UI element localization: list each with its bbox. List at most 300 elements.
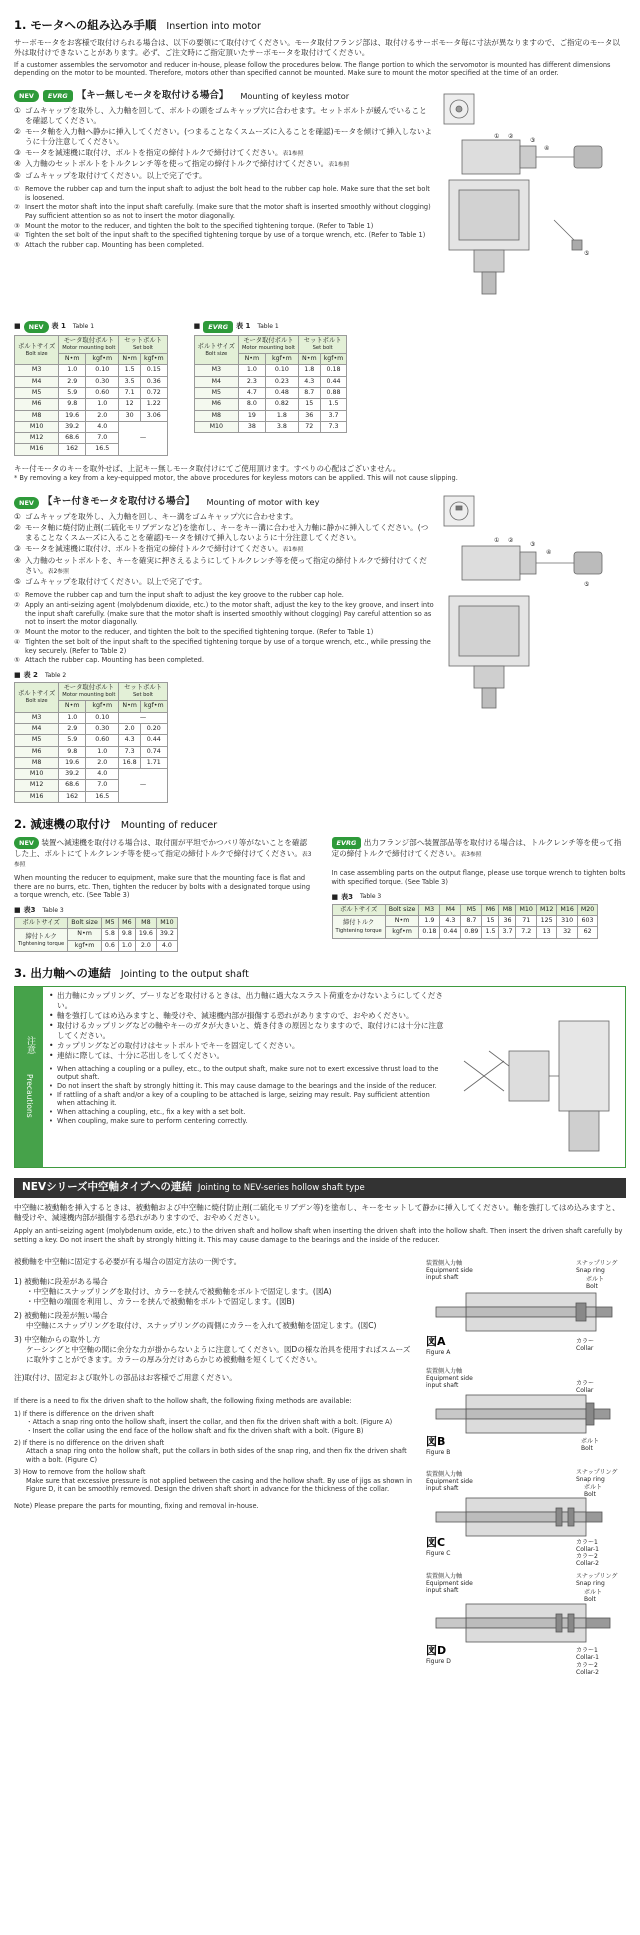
size-header: M5 <box>461 904 482 915</box>
step-item <box>14 591 434 600</box>
unit-header: N•m <box>119 701 141 712</box>
header-set-bolt: セットボルト Set bolt <box>119 683 167 701</box>
step-item <box>14 203 434 220</box>
unit-header: N•m <box>299 354 321 365</box>
fig-num-2: ② <box>508 537 514 545</box>
svg-text:スナップリング: スナップリング <box>576 1573 618 1581</box>
svg-text:Equipment side: Equipment side <box>426 1374 473 1382</box>
value-cell: 68.6 <box>59 433 86 444</box>
svg-text:装置側入力軸: 装置側入力軸 <box>426 1259 463 1267</box>
unit-cell: N•m <box>385 916 419 927</box>
value-cell: 4.0 <box>86 421 119 432</box>
step-item <box>14 577 434 587</box>
value-cell: 8.7 <box>461 916 482 927</box>
value-cell: 0.30 <box>86 723 119 734</box>
step-item <box>14 656 434 665</box>
value-cell: 12 <box>119 399 141 410</box>
svg-text:Collar-2: Collar-2 <box>576 1559 599 1567</box>
value-cell: 3.8 <box>265 421 298 432</box>
value-cell: 7.3 <box>320 421 347 432</box>
table-row <box>194 421 347 432</box>
keyed-steps-en <box>14 591 434 665</box>
svg-text:input shaft: input shaft <box>426 1381 459 1389</box>
value-cell: 7.3 <box>119 746 141 757</box>
hollow-shaft-banner: NEVシリーズ中空軸タイプへの連結 Jointing to NEV-series hollow shaft type <box>14 1178 626 1198</box>
table-row <box>194 365 347 376</box>
svg-text:input shaft: input shaft <box>426 1484 459 1492</box>
step-number: ② <box>14 601 20 609</box>
value-cell: 162 <box>59 444 86 455</box>
bolt-size-cell: M8 <box>15 757 59 768</box>
svg-text:図B: 図B <box>426 1434 446 1448</box>
step-item <box>14 127 434 147</box>
method1-b: ・中空軸の端面を利用し、カラーを挟んで被動軸をボルトで固定します。(図B) <box>26 1296 295 1306</box>
value-cell: 1.8 <box>265 410 298 421</box>
hollow-shaft-jp: 中空軸に被動軸を挿入するときは、被動軸および中空軸に焼付防止剤(二硫化モリブデン等)を塗布し、キーをセットして静かに挿入してください。軸を強打してはめ込みますと、軸受けや、減速機内部が損傷する恐れがありますので、おやめください。 <box>14 1203 620 1223</box>
value-cell: 4.0 <box>156 940 177 951</box>
value-cell: 7.0 <box>86 433 119 444</box>
value-cell: 5.9 <box>59 387 86 398</box>
size-header: M16 <box>557 904 577 915</box>
keyless-steps-en <box>14 185 434 250</box>
precaution-item: • If rattling of a shaft and/or a key of a coupling to be attached is large, seizing may result. Pay sufficient attention when attaching it. <box>49 1090 430 1108</box>
section2-title: 2. 減速機の取付け Mounting of reducer <box>14 816 218 831</box>
svg-text:Bolt: Bolt <box>581 1444 593 1452</box>
unit-header: kgf•m <box>140 701 167 712</box>
bolt-size-cell: M16 <box>15 444 59 455</box>
keyless-motor-figure <box>434 80 624 313</box>
keyed-steps-jp <box>14 512 434 587</box>
value-cell: 8.0 <box>238 399 265 410</box>
fig-num-4: ④ <box>546 549 552 557</box>
nev-badge: NEV <box>14 497 39 509</box>
value-cell: 2.0 <box>119 723 141 734</box>
section1-title: 1. モータへの組み込み手順 Insertion into motor <box>14 18 261 32</box>
unit-header: N•m <box>119 354 141 365</box>
value-cell: 0.44 <box>140 735 167 746</box>
header-motor-bolt: モータ取付ボルト Motor mounting bolt <box>59 683 119 701</box>
value-cell: 0.30 <box>86 376 119 387</box>
value-cell: 4.0 <box>86 769 119 780</box>
precaution-item: • 軸を強打してはめ込みますと、軸受けや、減速機内部が損傷する恐れがありますので、おやめください。 <box>49 1010 414 1020</box>
value-cell: 62 <box>577 927 597 938</box>
section2-evrg-en: In case assembling parts on the output flange, please use torque wrench to tighten bolts with specified torque. (See Table 3) <box>331 869 626 886</box>
size-header: M8 <box>135 918 156 929</box>
svg-text:スナップリング: スナップリング <box>576 1259 618 1267</box>
value-cell: 0.72 <box>140 387 167 398</box>
value-cell: 2.0 <box>86 410 119 421</box>
value-cell: 0.44 <box>320 376 347 387</box>
value-cell: 36 <box>499 916 516 927</box>
fig-num-3: ③ <box>530 136 536 144</box>
table1-evrg-caption: ■ EVRG 表 1 Table 1 <box>193 322 279 331</box>
key-note-en: * By removing a key from a key-equipped motor, the above procedures for keyless motors can be applied. This will not cause slipping. <box>14 473 458 482</box>
value-cell: 5.8 <box>101 929 118 940</box>
value-cell: 30 <box>119 410 141 421</box>
value-cell: 1.0 <box>59 712 86 723</box>
size-header: M4 <box>440 904 461 915</box>
step-text: モータを減速機に取付け、ボルトを指定の締付トルクで締付けてください。表1参照 <box>25 543 304 553</box>
table1-nev <box>14 335 168 456</box>
header-set-bolt: セットボルト Set bolt <box>299 335 347 353</box>
bolt-size-cell: M4 <box>15 723 59 734</box>
value-cell: 19.6 <box>59 410 86 421</box>
value-cell: 3.06 <box>140 410 167 421</box>
value-cell: 1.0 <box>118 940 135 951</box>
value-cell: 2.9 <box>59 376 86 387</box>
value-cell: 9.8 <box>118 929 135 940</box>
precautions-en <box>49 1065 449 1126</box>
en-method1-title: 1) If there is difference on the driven shaft <box>14 1409 154 1418</box>
note-jp: 注)取付け、固定および取外しの部品はお客様でご用意ください。 <box>14 1372 237 1382</box>
bolt-size-cell: M3 <box>15 712 59 723</box>
value-cell: 603 <box>577 916 597 927</box>
step-number: ⑤ <box>14 241 20 250</box>
figure-b <box>426 1365 626 1465</box>
bolt-size-cell: M3 <box>15 365 59 376</box>
value-cell: 39.2 <box>59 421 86 432</box>
value-cell: 0.89 <box>461 927 482 938</box>
table-row <box>15 929 178 940</box>
step-number: ② <box>14 522 21 532</box>
evrg-badge: EVRG <box>43 90 73 102</box>
size-header: M10 <box>516 904 536 915</box>
header-motor-bolt: モータ取付ボルト Motor mounting bolt <box>238 335 298 353</box>
step-text: Mount the motor to the reducer, and tighten the bolt to the specified tightening torque. (Refer to Table 1) <box>25 628 374 637</box>
value-cell: 1.0 <box>59 365 86 376</box>
step-text: Attach the rubber cap. Mounting has been completed. <box>25 656 204 665</box>
step-item <box>14 222 434 231</box>
value-cell: 0.10 <box>86 712 119 723</box>
step-item <box>14 171 434 181</box>
step-text: 入力軸のセットボルトを、キーを確実に押さえるようにしてトルクレンチ等を使って指定の締付トルクで締付けてください。表2参照 <box>25 555 427 575</box>
dash-cell: — <box>119 421 167 455</box>
step-item <box>14 556 434 577</box>
keyed-motor-figure <box>434 486 624 803</box>
value-cell: 39.2 <box>156 929 177 940</box>
bolt-size-cell: M4 <box>194 376 238 387</box>
step-number: ② <box>14 126 21 136</box>
value-cell: 38 <box>238 421 265 432</box>
size-header: M8 <box>499 904 516 915</box>
value-cell: 0.48 <box>265 387 298 398</box>
svg-text:Collar: Collar <box>576 1344 594 1352</box>
unit-header: N•m <box>59 354 86 365</box>
svg-text:図C: 図C <box>426 1535 446 1549</box>
value-cell: 4.3 <box>119 735 141 746</box>
value-cell: 1.5 <box>482 927 499 938</box>
keyed-motor-drawing <box>434 486 624 716</box>
step-text: Remove the rubber cap and turn the input shaft to adjust the bolt head to the rubber cap hole. Make sure that the set bolt is loosened. <box>25 184 430 202</box>
value-cell: 16.5 <box>86 444 119 455</box>
torque-label: 締付トルク Tightening torque <box>15 929 68 952</box>
table-row <box>15 365 168 376</box>
section2-nev-en: When mounting the reducer to equipment, make sure that the mounting face is flat and there are no burrs, etc. Then, tighten the reducer by bolts with a designated torque using a torque wrench, etc. (See Table 3) <box>14 873 311 900</box>
unit-header: N•m <box>59 701 86 712</box>
step-number: ⑤ <box>14 656 20 665</box>
value-cell: 39.2 <box>59 769 86 780</box>
method2-title: 2) 被動軸に段差が無い場合 <box>14 1310 108 1320</box>
key-note-jp: キー付モータのキーを取外せば、上記キー無しモータ取付けにてご使用頂けます。すべりの心配はございません。 <box>14 463 401 473</box>
svg-text:カラー: カラー <box>576 1379 595 1387</box>
precaution-item: • When coupling, make sure to perform centering correctly. <box>49 1116 248 1125</box>
method1-a: ・中空軸にスナップリングを取付け、カラーを挟んで被動軸をボルトで固定します。(図A) <box>26 1286 332 1296</box>
dash-cell: — <box>119 769 167 803</box>
step-number: ④ <box>14 555 21 565</box>
table2-caption: ■ 表 2 Table 2 <box>14 670 67 679</box>
svg-text:装置側入力軸: 装置側入力軸 <box>426 1367 463 1375</box>
header-motor-bolt: モータ取付ボルト Motor mounting bolt <box>59 335 119 353</box>
step-item <box>14 159 434 170</box>
dash-cell: — <box>119 712 167 723</box>
method3-title: 3) 中空軸からの取外し方 <box>14 1334 101 1344</box>
value-cell: 1.9 <box>419 916 440 927</box>
value-cell: 13 <box>536 927 556 938</box>
value-cell: 1.0 <box>86 399 119 410</box>
bolt-size-cell: M8 <box>194 410 238 421</box>
svg-text:ボルト: ボルト <box>586 1275 605 1283</box>
value-cell: 19.6 <box>135 929 156 940</box>
value-cell: 2.9 <box>59 723 86 734</box>
svg-text:Collar-1: Collar-1 <box>576 1654 599 1662</box>
method2-a: 中空軸にスナップリングを取付け、スナップリングの両側にカラーを入れて被動軸を固定します。(図C) <box>26 1320 377 1330</box>
table1-evrg <box>194 335 348 433</box>
step-number: ③ <box>14 221 20 230</box>
motor-assembly-drawing <box>434 80 624 310</box>
fig-num-2: ② <box>508 132 514 140</box>
torque-label: 締付トルク Tightening torque <box>332 916 385 939</box>
keyed-title: NEV 【キー付きモータを取付ける場合】 Mounting of motor with key <box>14 496 434 509</box>
table-row <box>194 376 347 387</box>
value-cell: 68.6 <box>59 780 86 791</box>
value-cell: 16.8 <box>119 757 141 768</box>
svg-text:Collar: Collar <box>576 1386 594 1394</box>
coupling-drawing <box>449 991 619 1161</box>
value-cell: 15 <box>482 916 499 927</box>
unit-header: kgf•m <box>86 354 119 365</box>
size-header: M5 <box>101 918 118 929</box>
precaution-item: • When attaching a coupling, etc., fix a key with a set bolt. <box>49 1108 246 1117</box>
precautions-jp <box>49 991 449 1061</box>
value-cell: 1.5 <box>320 399 347 410</box>
table-row <box>15 757 168 768</box>
value-cell: 72 <box>299 421 321 432</box>
header-bolt-size: ボルトサイズ Bolt size <box>194 335 238 364</box>
bolt-size-cell: M12 <box>15 433 59 444</box>
value-cell: 0.10 <box>86 365 119 376</box>
svg-text:Figure A: Figure A <box>426 1348 451 1356</box>
step-text: Tighten the set bolt of the input shaft to the specified tightening torque by use of a torque wrench, etc., while pressing the key securely. (Refer to Table 2) <box>25 637 431 655</box>
table1-nev-caption: ■ NEV 表 1 Table 1 <box>14 322 95 331</box>
unit-header: kgf•m <box>265 354 298 365</box>
section1-intro-jp: サーボモータをお客様で取付けられる場合は、以下の要領にて取付けてください。モータ取付フランジ部は、取付けるサーボモータ毎に寸法が異なりますので、ご指定のモータ以外は取付けできないことがあります。必ず、ご注文時にご指定頂いたサーボモータを取付けてください。 <box>14 37 620 57</box>
precautions-side: 注意 Precautions <box>15 987 43 1168</box>
table-row <box>15 387 168 398</box>
step-text: Remove the rubber cap and turn the input shaft to adjust the key groove to the rubber cap hole. <box>25 591 344 600</box>
value-cell: 1.0 <box>86 746 119 757</box>
header-set-bolt: セットボルト Set bolt <box>119 335 167 353</box>
table-row <box>15 712 168 723</box>
svg-text:カラー2: カラー2 <box>576 1662 598 1670</box>
step-number: ① <box>14 184 20 193</box>
value-cell: 0.60 <box>86 735 119 746</box>
step-text: 入力軸のセットボルトをトルクレンチ等を使って指定の締付トルクで締付けてください。表1参照 <box>25 159 350 169</box>
fig-num-5: ⑤ <box>584 581 590 589</box>
table3-evrg <box>332 904 599 939</box>
svg-text:Snap ring: Snap ring <box>576 1580 605 1588</box>
precaution-item: • When attaching a coupling or a pulley, etc., to the output shaft, make sure not to exert excessive thrust load to the output shaft. <box>49 1064 439 1082</box>
value-cell: 7.2 <box>516 927 536 938</box>
step-text: Apply an anti-seizing agent (molybdenum dioxide, etc.) to the motor shaft, adjust the key to the key groove, and insert into the input shaft carefully. (make sure that the motor shaft is inserted smoothly without clogging) Pay careful attention so as not to insert the motor diagonally. <box>25 601 434 627</box>
step-number: ⑤ <box>14 577 21 587</box>
table3-nev-caption: ■ 表3 Table 3 <box>14 905 64 914</box>
step-item <box>14 231 434 240</box>
table-row <box>15 376 168 387</box>
bolt-size-cell: M12 <box>15 780 59 791</box>
value-cell: 0.15 <box>140 365 167 376</box>
section3-title: 3. 出力軸への連結 Jointing to the output shaft <box>14 966 249 981</box>
step-number: ③ <box>14 147 21 157</box>
svg-text:Figure C: Figure C <box>426 1549 451 1557</box>
value-cell: 3.5 <box>119 376 141 387</box>
svg-text:図D: 図D <box>426 1644 447 1658</box>
table-row <box>15 410 168 421</box>
svg-text:Figure B: Figure B <box>426 1448 451 1456</box>
value-cell: 7.0 <box>86 780 119 791</box>
nev-badge: NEV <box>14 90 39 102</box>
table-row <box>194 410 347 421</box>
svg-text:装置側入力軸: 装置側入力軸 <box>426 1573 463 1581</box>
value-cell: 0.44 <box>440 927 461 938</box>
value-cell: 0.88 <box>320 387 347 398</box>
step-number: ① <box>14 511 21 521</box>
svg-text:ボルト: ボルト <box>584 1589 603 1597</box>
value-cell: 0.18 <box>419 927 440 938</box>
precaution-item: • 連結に際しては、十分に芯出しをしてください。 <box>49 1050 225 1060</box>
note-en: Note) Please prepare the parts for mounting, fixing and removal in-house. <box>14 1501 259 1510</box>
hollow-shaft-figures <box>426 1257 626 1684</box>
unit-cell: kgf•m <box>68 940 102 951</box>
method3-a: ケーシングと中空軸の間に余分な力が掛からないように注意してください。図Dの様な治具を使用すればスムーズに取外すことができます。カラーの厚み分だけあらかじめ被動軸を短くしてください。 <box>26 1344 411 1364</box>
unit-cell: kgf•m <box>385 927 419 938</box>
svg-text:カラー1: カラー1 <box>576 1647 598 1655</box>
svg-text:装置側入力軸: 装置側入力軸 <box>426 1470 463 1478</box>
precaution-item: • Do not insert the shaft by strongly hitting it. This may cause damage to the bearings and the inside of the reducer. <box>49 1082 437 1091</box>
unit-header: kgf•m <box>320 354 347 365</box>
table-row <box>15 735 168 746</box>
svg-text:ボルト: ボルト <box>581 1437 600 1445</box>
svg-text:ボルト: ボルト <box>584 1483 603 1491</box>
value-cell: 8.7 <box>299 387 321 398</box>
precaution-item: • 取付けるカップリングなどの軸やキーのガタが大きいと、焼き付きの原因となりますので、取付けには十分に注意してください。 <box>49 1020 444 1040</box>
bolt-size-cell: M5 <box>194 387 238 398</box>
header-bolt-size-en: Bolt size <box>68 918 102 929</box>
fig-num-4: ④ <box>544 144 550 152</box>
value-cell: 15 <box>299 399 321 410</box>
table-row <box>194 399 347 410</box>
step-number: ⑤ <box>14 170 21 180</box>
en-method2-a: Attach a snap ring onto the hollow shaft, put the collars in both sides of the snap ring, and then fix the driven shaft with a bolt. (Figure C) <box>26 1447 407 1465</box>
value-cell: 5.9 <box>59 735 86 746</box>
bolt-size-cell: M4 <box>15 376 59 387</box>
value-cell: 1.22 <box>140 399 167 410</box>
header-bolt-size: ボルトサイズ <box>15 918 68 929</box>
value-cell: 0.36 <box>140 376 167 387</box>
size-header: M6 <box>482 904 499 915</box>
bolt-size-cell: M16 <box>15 791 59 802</box>
size-header: M3 <box>419 904 440 915</box>
value-cell: 162 <box>59 791 86 802</box>
value-cell: 32 <box>557 927 577 938</box>
step-text: モータ軸に焼付防止剤(二硫化モリブデンなど)を塗布し、キーをキー溝に合わせ入力軸に静かに挿入してください。(つまることなくスムーズに入ることを確認)モータを傾けて挿入しないように十分注意してください。 <box>25 522 429 542</box>
size-header: M6 <box>118 918 135 929</box>
en-method1-b: ・Insert the collar using the end face of the hollow shaft and fix the driven shaft with a bolt. (Figure B) <box>26 1427 364 1436</box>
table-row <box>332 916 598 927</box>
step-item <box>14 148 434 159</box>
step-item <box>14 638 434 655</box>
fig-num-5: ⑤ <box>584 249 590 257</box>
value-cell: 2.0 <box>86 757 119 768</box>
bolt-size-cell: M6 <box>15 399 59 410</box>
step-number: ③ <box>14 543 21 553</box>
value-cell: 0.10 <box>265 365 298 376</box>
coupling-figure <box>449 991 619 1164</box>
method1-title: 1) 被動軸に段差がある場合 <box>14 1276 108 1286</box>
size-header: M12 <box>536 904 556 915</box>
svg-text:カラー1: カラー1 <box>576 1538 598 1546</box>
unit-header: N•m <box>238 354 265 365</box>
fig-num-1: ① <box>494 132 500 140</box>
value-cell: 1.0 <box>238 365 265 376</box>
value-cell: 36 <box>299 410 321 421</box>
step-item <box>14 628 434 637</box>
value-cell: 3.7 <box>499 927 516 938</box>
step-text: ゴムキャップを取付けてください。以上で完了です。 <box>25 577 207 587</box>
bolt-size-cell: M10 <box>15 769 59 780</box>
bolt-size-cell: M5 <box>15 387 59 398</box>
header-bolt-size: ボルトサイズ <box>332 904 385 915</box>
step-item <box>14 106 434 126</box>
precautions-box <box>14 986 626 1169</box>
value-cell: 0.23 <box>265 376 298 387</box>
step-text: Tighten the set bolt of the input shaft to the specified tightening torque by use of a torque wrench, etc. (Refer to Table 1) <box>25 231 426 240</box>
svg-text:カラー2: カラー2 <box>576 1552 598 1560</box>
unit-header: kgf•m <box>86 701 119 712</box>
step-number: ④ <box>14 231 20 240</box>
step-number: ① <box>14 591 20 600</box>
bolt-size-cell: M10 <box>194 421 238 432</box>
value-cell: 0.18 <box>320 365 347 376</box>
hollow-shaft-en: Apply an anti-seizing agent (molybdenum oxide, etc.) to the driven shaft and hollow shaft when inserting the driven shaft into the hollow shaft. Then insert the driven shaft carefully by setting a key. Do not insert the shaft by strongly hitting it. This may cause damage to the bearings and the inside of the reducer. <box>14 1227 623 1245</box>
value-cell: 19.6 <box>59 757 86 768</box>
value-cell: 19 <box>238 410 265 421</box>
value-cell: 2.3 <box>238 376 265 387</box>
bolt-size-cell: M10 <box>15 421 59 432</box>
value-cell: 1.8 <box>299 365 321 376</box>
step-item <box>14 185 434 202</box>
value-cell: 7.1 <box>119 387 141 398</box>
fig-num-1: ① <box>494 537 500 545</box>
value-cell: 0.6 <box>101 940 118 951</box>
bolt-size-cell: M6 <box>15 746 59 757</box>
header-bolt-size: ボルトサイズ Bolt size <box>15 683 59 712</box>
section2-evrg-jp: EVRG 出力フランジ部へ装置部品等を取付ける場合は、トルクレンチ等を使って指定の締付トルクで締付けてください。表3参照 <box>331 837 622 858</box>
bolt-size-cell: M6 <box>194 399 238 410</box>
figure-d <box>426 1570 626 1680</box>
bolt-size-cell: M5 <box>15 735 59 746</box>
svg-text:Equipment side: Equipment side <box>426 1266 473 1274</box>
svg-text:Snap ring: Snap ring <box>576 1475 605 1483</box>
